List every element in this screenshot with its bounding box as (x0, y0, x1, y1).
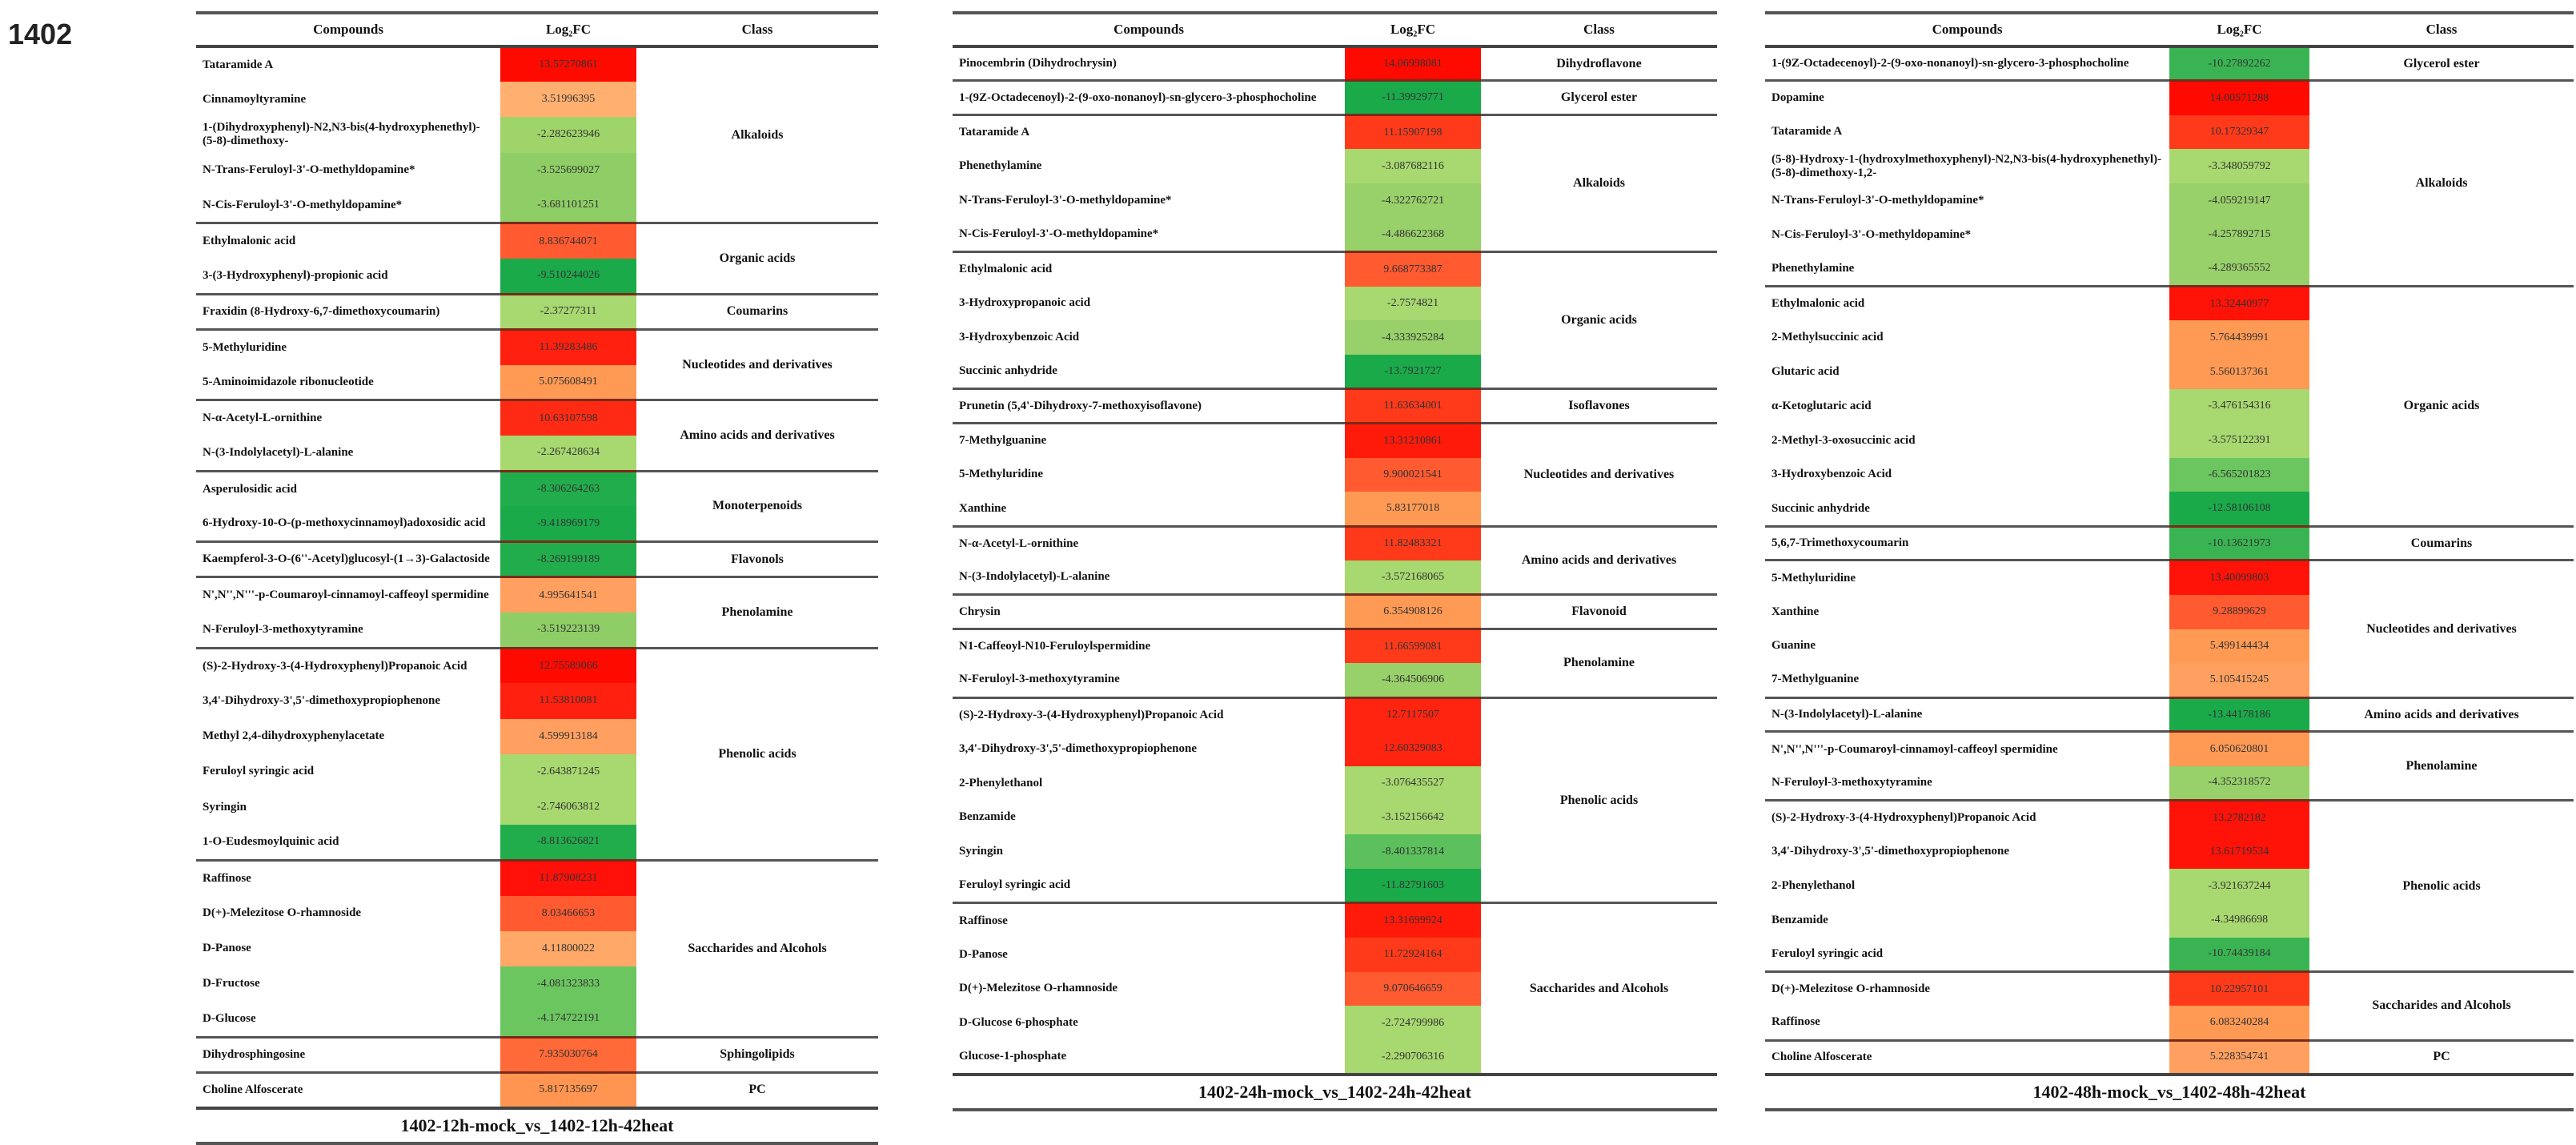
table-row (196, 471, 878, 506)
log2fc-value: -3.575122391 (2169, 424, 2309, 458)
compound-name: Dihydrosphingosine (196, 1037, 500, 1072)
compound-name: Kaempferol-3-O-(6''-Acetyl)glucosyl-(1→3)-Galactoside (196, 542, 500, 577)
table-row (953, 81, 1717, 115)
class-label: Isoflavones (1481, 389, 1717, 424)
compound-name: Choline Alfoscerate (1765, 1040, 2169, 1075)
class-label: Alkaloids (1481, 115, 1717, 252)
compound-name: 2-Methyl-3-oxosuccinic acid (1772, 433, 1916, 447)
compound-name: (S)-2-Hydroxy-3-(4-Hydroxyphenyl)Propanoic Acid (1765, 801, 2169, 835)
table-row (953, 526, 1717, 560)
compound-name: N-α-Acetyl-L-ornithine (953, 526, 1345, 560)
log2fc-value: -2.282623946 (500, 117, 636, 152)
compound-name: Tataramide A (953, 115, 1345, 150)
table-row (1765, 732, 2574, 766)
log2fc-value: 13.61719534 (2169, 834, 2309, 869)
class-label: Amino acids and derivatives (1481, 526, 1717, 595)
log2fc-value: -2.724799986 (1345, 1006, 1481, 1040)
table-row (1765, 1040, 2574, 1075)
log2fc-value: 10.63107598 (500, 400, 636, 436)
compound-name: 2-Phenylethanol (1772, 879, 1856, 893)
log2fc-value: -3.152156642 (1345, 801, 1481, 835)
log2fc-value: 9.668773387 (1345, 252, 1481, 287)
compound-name: 3-(3-Hydroxyphenyl)-propionic acid (203, 268, 388, 282)
class-label: Nucleotides and derivatives (2309, 560, 2574, 697)
compound-name: Phenethylamine (1772, 261, 1855, 275)
table-row (1765, 560, 2574, 595)
log2fc-value: -3.348059792 (2169, 149, 2309, 183)
compound-name: 2-Phenylethanol (959, 776, 1043, 789)
compound-name: 1-(9Z-Octadecenoyl)-2-(9-oxo-nonanoyl)-sn-glycero-3-phosphocholine (1765, 46, 2169, 81)
compound-name: 7-Methylguanine (1772, 673, 1860, 686)
log2fc-value: 11.82483321 (1345, 526, 1481, 560)
compound-name: 3,4'-Dihydroxy-3',5'-dimethoxypropiophenone (959, 741, 1197, 755)
header-row (1765, 13, 2574, 46)
log2fc-value: -2.37277311 (500, 294, 636, 329)
table-row (953, 252, 1717, 287)
compound-name: Cinnamoyltyramine (203, 92, 307, 106)
compound-name: 1-(9Z-Octadecenoyl)-2-(9-oxo-nonanoyl)-sn-glycero-3-phosphocholine (953, 81, 1345, 115)
log2fc-value: -11.39929771 (1345, 81, 1481, 115)
compound-name: D-Panose (959, 947, 1008, 961)
log2fc-value: 12.75589066 (500, 648, 636, 683)
class-label: Saccharides and Alcohols (636, 860, 878, 1037)
class-label: Sphingolipids (636, 1037, 878, 1072)
compound-name: 1-O-Eudesmoylquinic acid (203, 834, 339, 848)
table-panel-12h (196, 11, 878, 1145)
table-row (196, 46, 878, 82)
table-row (1765, 46, 2574, 81)
compound-name: N-(3-Indolylacetyl)-L-alanine (1765, 697, 2169, 732)
log2fc-value: -10.74439184 (2169, 938, 2309, 972)
compound-name: Raffinose (1772, 1015, 1820, 1029)
log2fc-value: 13.40099803 (2169, 560, 2309, 595)
header-row (953, 13, 1717, 46)
compound-name: Benzamide (1772, 913, 1828, 926)
compound-name: D(+)-Melezitose O-rhamnoside (203, 906, 362, 920)
compound-name: Asperulosidic acid (196, 471, 500, 506)
table-row (196, 1037, 878, 1072)
figure-label: 1402 (8, 18, 73, 50)
log2fc-value: -8.306264263 (500, 471, 636, 506)
compound-name: Syringin (203, 800, 247, 814)
comparison-title: 1402-48h-mock_vs_1402-48h-42heat (1765, 1075, 2574, 1110)
class-label: Alkaloids (2309, 81, 2574, 287)
table-row (196, 542, 878, 577)
compound-name: Raffinose (953, 903, 1345, 938)
compound-name: Methyl 2,4-dihydroxyphenylacetate (203, 729, 385, 743)
table-row (196, 577, 878, 613)
log2fc-value: -6.565201823 (2169, 458, 2309, 492)
log2fc-value: 10.22957101 (2169, 972, 2309, 1006)
table-row (1765, 801, 2574, 835)
compound-name: Feruloyl syringic acid (203, 765, 315, 778)
compound-name: 1-(Dihydroxyphenyl)-N2,N3-bis(4-hydroxyphenethyl)-(5-8)-dimethoxy- (203, 121, 480, 148)
compound-name: 5-Methyluridine (959, 468, 1043, 481)
log2fc-value: -2.267428634 (500, 436, 636, 471)
log2fc-value: -10.27892262 (2169, 46, 2309, 81)
log2fc-value: -9.418969179 (500, 506, 636, 541)
compound-name: 3,4'-Dihydroxy-3',5'-dimethoxypropiophenone (1772, 845, 2009, 858)
comparison-title: 1402-12h-mock_vs_1402-12h-42heat (196, 1108, 878, 1143)
log2fc-value: 13.32440977 (2169, 287, 2309, 321)
column-header-class: Class (1583, 22, 1615, 37)
log2fc-value: 4.995641541 (500, 577, 636, 613)
log2fc-value: 13.31699924 (1345, 903, 1481, 938)
compound-name: Pinocembrin (Dihydrochrysin) (953, 46, 1345, 81)
log2fc-value: -3.087682116 (1345, 149, 1481, 183)
compound-name: Tataramide A (1772, 125, 1843, 139)
metabolite-table (1765, 11, 2574, 1111)
class-label: Flavonols (636, 542, 878, 577)
class-label: Coumarins (636, 294, 878, 329)
log2fc-value: -4.352318572 (2169, 766, 2309, 801)
compound-name: N-(3-Indolylacetyl)-L-alanine (203, 445, 354, 459)
log2fc-value: 5.764439991 (2169, 320, 2309, 355)
table-row (196, 223, 878, 259)
log2fc-value: -4.333925284 (1345, 320, 1481, 355)
log2fc-value: 9.900021541 (1345, 458, 1481, 492)
compound-name: Glucose-1-phosphate (959, 1050, 1067, 1063)
compound-name: Prunetin (5,4'-Dihydroxy-7-methoxyisoflavone) (953, 389, 1345, 424)
log2fc-value: 8.03466653 (500, 896, 636, 931)
table-row (953, 629, 1717, 664)
comparison-title: 1402-24h-mock_vs_1402-24h-42heat (953, 1075, 1717, 1110)
log2fc-value: -3.525699027 (500, 153, 636, 188)
class-label: Coumarins (2309, 526, 2574, 560)
log2fc-value: 11.66599081 (1345, 629, 1481, 664)
log2fc-value: -3.681101251 (500, 188, 636, 223)
table-row (953, 389, 1717, 424)
compound-name: 5-Methyluridine (1765, 560, 2169, 595)
log2fc-value: 11.53810081 (500, 683, 636, 718)
header-row (196, 13, 878, 46)
log2fc-value: 5.83177018 (1345, 492, 1481, 526)
compound-name: 3-Hydroxybenzoic Acid (959, 331, 1080, 344)
table-row (1765, 972, 2574, 1006)
compound-name: (S)-2-Hydroxy-3-(4-Hydroxyphenyl)Propanoic Acid (196, 648, 500, 683)
table-panel-24h (953, 11, 1717, 1111)
log2fc-value: 7.935030764 (500, 1037, 636, 1072)
log2fc-value: 5.105415245 (2169, 663, 2309, 697)
class-label: PC (636, 1072, 878, 1107)
log2fc-value: -11.82791603 (1345, 869, 1481, 903)
log2fc-value: -12.58106108 (2169, 492, 2309, 526)
metabolite-table (196, 11, 878, 1145)
table-row (196, 1072, 878, 1107)
class-label: Organic acids (1481, 252, 1717, 389)
table-row (196, 860, 878, 895)
class-label: Glycerol ester (1481, 81, 1717, 115)
log2fc-value: -4.081323833 (500, 966, 636, 1002)
log2fc-value: -2.290706316 (1345, 1040, 1481, 1075)
compound-name: N-Cis-Feruloyl-3'-O-methyldopamine* (203, 198, 403, 211)
class-label: Phenolamine (1481, 629, 1717, 698)
log2fc-value: -2.7574821 (1345, 287, 1481, 321)
compound-name: Guanine (1772, 639, 1816, 653)
compound-name: D-Glucose (203, 1011, 256, 1025)
log2fc-value: 5.228354741 (2169, 1040, 2309, 1075)
class-label: Dihydroflavone (1481, 46, 1717, 81)
compound-name: α-Ketoglutaric acid (1772, 399, 1872, 412)
column-header-log2fc: Log₂FC (1390, 22, 1436, 37)
compound-name: Fraxidin (8-Hydroxy-6,7-dimethoxycoumarin) (196, 294, 500, 329)
compound-name: N-Feruloyl-3-methoxytyramine (959, 673, 1120, 686)
log2fc-value: -3.076435527 (1345, 766, 1481, 801)
compound-name: Chrysin (953, 595, 1345, 629)
log2fc-value: -8.269199189 (500, 542, 636, 577)
compound-name: (S)-2-Hydroxy-3-(4-Hydroxyphenyl)Propanoic Acid (953, 697, 1345, 732)
log2fc-value: 6.083240284 (2169, 1006, 2309, 1040)
compound-name: N-Trans-Feruloyl-3'-O-methyldopamine* (1772, 194, 1984, 207)
compound-name: Xanthine (1772, 605, 1820, 618)
class-label: Flavonoid (1481, 595, 1717, 629)
table-row (196, 400, 878, 436)
compound-name: D(+)-Melezitose O-rhamnoside (1765, 972, 2169, 1006)
log2fc-value: -2.643871245 (500, 754, 636, 789)
table-panel-48h (1765, 11, 2574, 1111)
table-row (953, 424, 1717, 458)
log2fc-value: -9.510244026 (500, 259, 636, 294)
column-header-class: Class (741, 22, 773, 37)
compound-name: N-Feruloyl-3-methoxytyramine (203, 622, 363, 636)
log2fc-value: 14.06998081 (1345, 46, 1481, 81)
log2fc-value: -4.289365552 (2169, 252, 2309, 287)
compound-name: 3-Hydroxybenzoic Acid (1772, 468, 1892, 481)
log2fc-value: 9.28899629 (2169, 595, 2309, 629)
compound-name: Benzamide (959, 810, 1016, 824)
log2fc-value: 11.72924164 (1345, 938, 1481, 972)
compound-name: Phenethylamine (959, 159, 1042, 173)
compound-name: Xanthine (959, 501, 1007, 515)
log2fc-value: 5.560137361 (2169, 355, 2309, 389)
log2fc-value: 12.60329083 (1345, 732, 1481, 766)
log2fc-value: 5.499144434 (2169, 629, 2309, 664)
log2fc-value: -3.476154316 (2169, 389, 2309, 424)
class-label: Saccharides and Alcohols (1481, 903, 1717, 1075)
table-row (1765, 526, 2574, 560)
log2fc-value: 5.075608491 (500, 365, 636, 400)
compound-name: Ethylmalonic acid (1765, 287, 2169, 321)
log2fc-value: 3.51996395 (500, 82, 636, 117)
log2fc-value: -4.174722191 (500, 1002, 636, 1037)
compound-name: Tataramide A (196, 46, 500, 82)
log2fc-value: -4.364506906 (1345, 663, 1481, 697)
log2fc-value: 14.00571288 (2169, 81, 2309, 115)
class-label: Glycerol ester (2309, 46, 2574, 81)
table-row (1765, 697, 2574, 732)
compound-name: 7-Methylguanine (953, 424, 1345, 458)
compound-name: Feruloyl syringic acid (1772, 946, 1884, 960)
class-label: Phenolic acids (1481, 697, 1717, 903)
log2fc-value: 13.57270861 (500, 46, 636, 82)
table-row (196, 648, 878, 683)
compound-name: N1-Caffeoyl-N10-Feruloylspermidine (953, 629, 1345, 664)
log2fc-value: 4.11800022 (500, 931, 636, 966)
class-label: Alkaloids (636, 46, 878, 223)
compound-name: D-Fructose (203, 977, 260, 990)
table-row (1765, 81, 2574, 115)
column-header-class: Class (2426, 22, 2458, 37)
compound-name: D(+)-Melezitose O-rhamnoside (959, 982, 1118, 995)
log2fc-value: -3.921637244 (2169, 869, 2309, 903)
class-label: Amino acids and derivatives (2309, 697, 2574, 732)
compound-name: Choline Alfoscerate (196, 1072, 500, 1107)
compound-name: Raffinose (196, 860, 500, 895)
class-label: Phenolic acids (636, 648, 878, 860)
log2fc-value: -10.13621973 (2169, 526, 2309, 560)
log2fc-value: -3.572168065 (1345, 560, 1481, 595)
log2fc-value: 12.7117507 (1345, 697, 1481, 732)
class-label: Amino acids and derivatives (636, 400, 878, 471)
compound-name: 5,6,7-Trimethoxycoumarin (1765, 526, 2169, 560)
log2fc-value: -8.401337814 (1345, 834, 1481, 869)
table-row (1765, 287, 2574, 321)
log2fc-value: 8.836744071 (500, 223, 636, 259)
compound-name: 3,4'-Dihydroxy-3',5'-dimethoxypropiophenone (203, 693, 440, 707)
compound-name: 3-Hydroxypropanoic acid (959, 296, 1091, 310)
log2fc-value: -2.746063812 (500, 789, 636, 825)
log2fc-value: 13.31210861 (1345, 424, 1481, 458)
compound-name: N-Feruloyl-3-methoxytyramine (1772, 775, 1932, 789)
compound-name: N-(3-Indolylacetyl)-L-alanine (959, 570, 1110, 584)
log2fc-value: 6.050620801 (2169, 732, 2309, 766)
compound-name: 6-Hydroxy-10-O-(p-methoxycinnamoyl)adoxosidic acid (203, 516, 486, 530)
log2fc-value: -3.519223139 (500, 613, 636, 648)
compound-name: Succinic anhydride (959, 364, 1057, 378)
compound-name: Ethylmalonic acid (953, 252, 1345, 287)
log2fc-value: 13.2782182 (2169, 801, 2309, 835)
log2fc-value: -4.322762721 (1345, 183, 1481, 218)
metabolite-table (953, 11, 1717, 1111)
class-label: Phenolic acids (2309, 801, 2574, 972)
table-row (196, 294, 878, 329)
class-label: Phenolamine (2309, 732, 2574, 801)
column-header-compounds: Compounds (1932, 22, 2003, 37)
compound-name: 2-Methylsuccinic acid (1772, 331, 1884, 344)
compound-name: N-Trans-Feruloyl-3'-O-methyldopamine* (959, 194, 1172, 207)
class-label: Organic acids (2309, 287, 2574, 527)
log2fc-value: 11.87908231 (500, 860, 636, 895)
log2fc-value: -13.44178186 (2169, 697, 2309, 732)
log2fc-value: -4.059219147 (2169, 183, 2309, 218)
log2fc-value: -8.813626821 (500, 825, 636, 860)
table-row (953, 903, 1717, 938)
table-row (196, 330, 878, 365)
log2fc-value: 11.39283486 (500, 330, 636, 365)
log2fc-value: 5.817135697 (500, 1072, 636, 1107)
log2fc-value: 4.599913184 (500, 719, 636, 754)
compound-name: Feruloyl syringic acid (959, 878, 1071, 892)
class-label: Saccharides and Alcohols (2309, 972, 2574, 1041)
table-row (953, 697, 1717, 732)
log2fc-value: -4.257892715 (2169, 218, 2309, 252)
column-header-compounds: Compounds (1113, 22, 1184, 37)
table-row (953, 595, 1717, 629)
log2fc-value: -13.7921727 (1345, 355, 1481, 389)
log2fc-value: 11.63634001 (1345, 389, 1481, 424)
log2fc-value: 11.15907198 (1345, 115, 1481, 150)
compound-name: N',N'',N'''-p-Coumaroyl-cinnamoyl-caffeoyl spermidine (196, 577, 500, 613)
compound-name: N',N'',N'''-p-Coumaroyl-cinnamoyl-caffeoyl spermidine (1765, 732, 2169, 766)
class-label: Nucleotides and derivatives (636, 330, 878, 400)
class-label: Nucleotides and derivatives (1481, 424, 1717, 526)
column-header-compounds: Compounds (313, 22, 383, 37)
table-row (953, 46, 1717, 81)
log2fc-value: -4.34986698 (2169, 903, 2309, 938)
class-label: Organic acids (636, 223, 878, 294)
class-label: Phenolamine (636, 577, 878, 648)
log2fc-value: 9.070646659 (1345, 972, 1481, 1006)
compound-name: 5-Aminoimidazole ribonucleotide (203, 375, 374, 388)
class-label: Monoterpenoids (636, 471, 878, 541)
compound-name: 5-Methyluridine (196, 330, 500, 365)
log2fc-value: 10.17329347 (2169, 115, 2309, 150)
compound-name: D-Glucose 6-phosphate (959, 1016, 1078, 1030)
column-header-log2fc: Log₂FC (2217, 22, 2262, 37)
compound-name: Glutaric acid (1772, 365, 1840, 379)
compound-name: N-Trans-Feruloyl-3'-O-methyldopamine* (203, 163, 415, 177)
compound-name: Syringin (959, 845, 1004, 858)
compound-name: N-α-Acetyl-L-ornithine (196, 400, 500, 436)
compound-name: D-Panose (203, 942, 251, 955)
compound-name: Dopamine (1765, 81, 2169, 115)
compound-name: Ethylmalonic acid (196, 223, 500, 259)
compound-name: Succinic anhydride (1772, 501, 1870, 515)
table-row (953, 115, 1717, 150)
compound-name: (5-8)-Hydroxy-1-(hydroxylmethoxyphenyl)-N2,N3-bis(4-hydroxyphenethyl)-(5-8)-dimethoxy-1,2- (1772, 152, 2162, 179)
class-label: PC (2309, 1040, 2574, 1075)
compound-name: N-Cis-Feruloyl-3'-O-methyldopamine* (959, 227, 1159, 241)
compound-name: N-Cis-Feruloyl-3'-O-methyldopamine* (1772, 227, 1972, 241)
column-header-log2fc: Log₂FC (545, 22, 592, 37)
log2fc-value: -4.486622368 (1345, 218, 1481, 252)
log2fc-value: 6.354908126 (1345, 595, 1481, 629)
